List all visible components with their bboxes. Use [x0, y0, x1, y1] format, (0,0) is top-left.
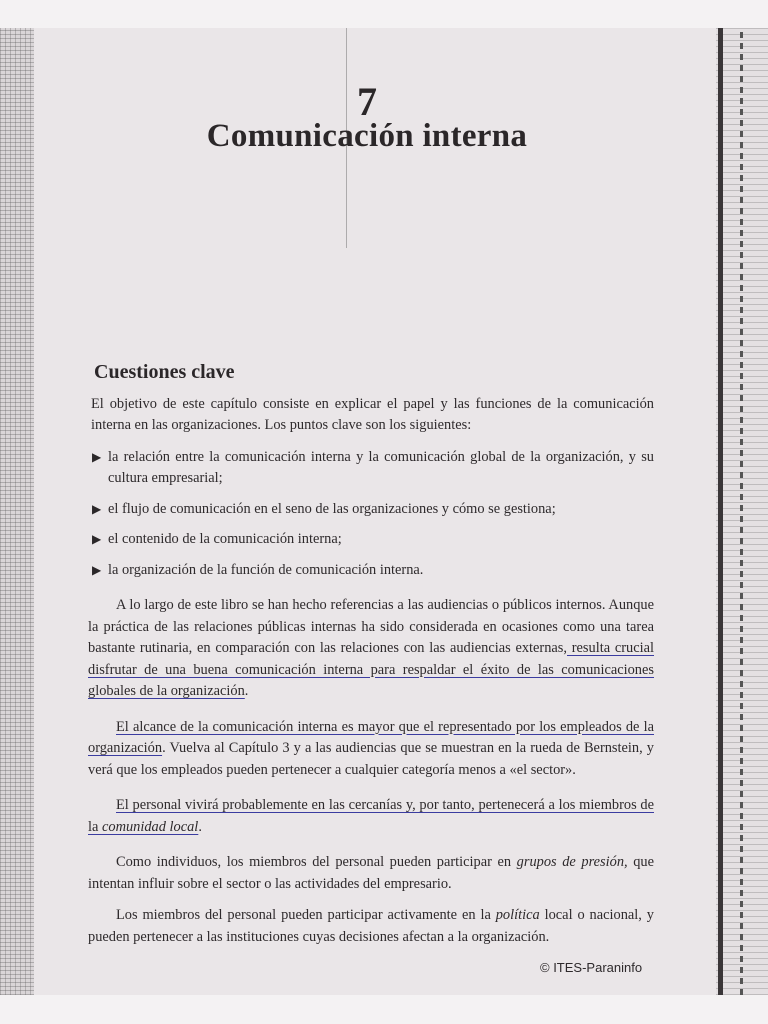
section-intro: El objetivo de este capítulo consiste en explicar el papel y las funciones de la comunicación interna en las organizaciones. Los puntos clave son los siguientes: — [91, 395, 654, 433]
paragraph-text: Los miembros del personal pueden participar activamente en la — [116, 907, 496, 923]
paragraph-audiences — [88, 595, 654, 703]
bullet-text: el flujo de comunicación en el seno de las organizaciones y cómo se gestiona; — [108, 500, 556, 517]
triangle-right-icon: ▶ — [92, 532, 102, 546]
scan-bottom-band — [0, 995, 768, 1024]
paragraph-end: . — [244, 683, 249, 699]
italic-term: grupos de presión, — [516, 854, 628, 870]
underlined-italic: comunidad local — [101, 818, 199, 835]
paragraph-text: A lo largo de este libro se han hecho referencias a las audiencias o públicos internos. Aunque la práctica de las relaciones públicas internas ha sido considerada en ocasiones como una tarea bastante rutinaria, en comparación con las relaciones con las audiencias externas, — [88, 597, 654, 656]
paragraph-politics — [88, 905, 654, 948]
publisher-footer: © ITES-Paraninfo — [540, 960, 643, 975]
paragraph-text: . Vuelva al Capítulo 3 y a las audiencias que se muestran en la rueda de Bernstein, y verá que los empleados pueden pertenecer a cualquier categoría menos a «el sector». — [88, 740, 654, 778]
underlined-highlight: resulta crucial disfrutar de una buena comunicación interna para respaldar el éxito de las comunicaciones globales de la organización — [88, 640, 654, 699]
section-title: Cuestiones clave — [94, 361, 235, 383]
chapter-title: Comunicación interna — [206, 118, 528, 154]
underlined-highlight: El personal vivirá probablemente en las cercanías y, por tanto, pertenecerá a los miembros de la — [88, 797, 654, 835]
underlined-highlight: El alcance de la comunicación interna es mayor que el representado por los empleados de la organización — [88, 718, 654, 756]
scan-top-band — [0, 0, 768, 28]
paragraph-text: que intentan influir sobre el sector o las actividades del empresario. — [88, 854, 654, 892]
scan-left-edge — [0, 28, 34, 995]
list-item — [88, 560, 654, 582]
paragraph-text: local o nacional, y pueden pertenecer a las instituciones cuyas decisiones afectan a la organización. — [88, 907, 654, 945]
bullet-text: la organización de la función de comunicación interna. — [108, 561, 424, 578]
paragraph-text: Como individuos, los miembros del personal pueden participar en — [116, 854, 517, 870]
bullet-text: la relación entre la comunicación interna y la comunicación global de la organización, y su cultura empresarial; — [108, 448, 654, 486]
triangle-right-icon: ▶ — [92, 449, 102, 464]
list-item — [88, 529, 654, 551]
chapter-number: 7 — [357, 79, 377, 124]
bullet-text: el contenido de la comunicación interna; — [108, 531, 342, 547]
italic-term: política — [495, 907, 540, 923]
scan-right-edge — [716, 28, 768, 995]
page-body — [88, 362, 654, 958]
paragraph-scope — [88, 717, 654, 782]
paragraph-pressure-groups — [88, 852, 654, 895]
list-item — [88, 447, 654, 490]
triangle-right-icon: ▶ — [92, 501, 102, 516]
paragraph-end: . — [198, 818, 202, 835]
list-item — [88, 499, 654, 521]
paragraph-community — [88, 795, 654, 838]
triangle-right-icon: ▶ — [92, 562, 102, 577]
